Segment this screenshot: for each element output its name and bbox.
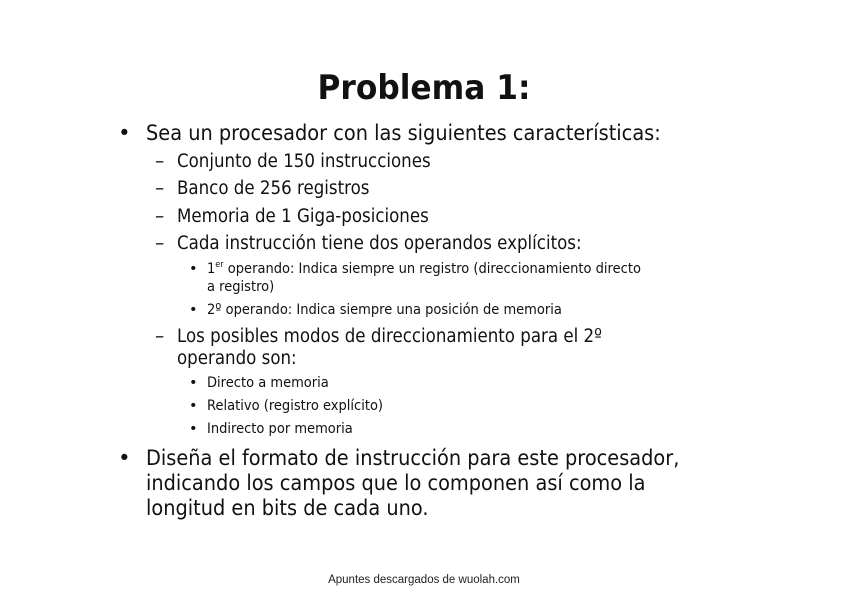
- dash-marker: –: [155, 206, 165, 227]
- sub-item-text: Los posibles modos de direccionamiento para el 2º: [177, 326, 602, 347]
- dash-marker: –: [155, 151, 165, 172]
- bullet-marker: •: [189, 375, 198, 391]
- sub-sub-item-text: Directo a memoria: [207, 375, 329, 391]
- sub-sub-item-text: [207, 261, 641, 278]
- dash-marker: –: [155, 178, 165, 199]
- sub-sub-item-line: operando: Indica siempre un registro (direccionamiento directo: [227, 261, 641, 277]
- footer-watermark: Apuntes descargados de wuolah.com: [328, 574, 520, 586]
- sub-sub-item-line: a registro): [207, 279, 275, 295]
- bullet-marker: •: [189, 302, 198, 318]
- dash-marker: –: [155, 233, 165, 254]
- sub-item-text: Banco de 256 registros: [177, 178, 370, 199]
- bullet-marker: •: [189, 261, 198, 277]
- sub-item-text: operando son:: [177, 348, 297, 369]
- sub-item-text: Memoria de 1 Giga-posiciones: [177, 206, 429, 227]
- bullet-text: Sea un procesador con las siguientes características:: [146, 121, 661, 146]
- sub-item-text: Conjunto de 150 instrucciones: [177, 151, 431, 172]
- bullet-text: indicando los campos que lo componen así como la: [146, 471, 646, 496]
- bullet-marker: •: [189, 398, 198, 414]
- ordinal-suffix: er: [215, 260, 224, 270]
- sub-item-text: Cada instrucción tiene dos operandos explícitos:: [177, 233, 582, 254]
- bullet-marker: •: [118, 121, 131, 146]
- dash-marker: –: [155, 326, 165, 347]
- sub-sub-item-text: Relativo (registro explícito): [207, 398, 384, 414]
- sub-sub-item-text: Indirecto por memoria: [207, 421, 353, 437]
- slide-title: Problema 1:: [317, 68, 531, 108]
- bullet-marker: •: [118, 446, 131, 471]
- sub-sub-item-text: 2º operando: Indica siempre una posición de memoria: [207, 302, 562, 318]
- ordinal-number: 1: [207, 261, 216, 277]
- bullet-marker: •: [189, 421, 198, 437]
- bullet-text: Diseña el formato de instrucción para este procesador,: [146, 446, 680, 471]
- bullet-text: longitud en bits de cada uno.: [146, 496, 429, 521]
